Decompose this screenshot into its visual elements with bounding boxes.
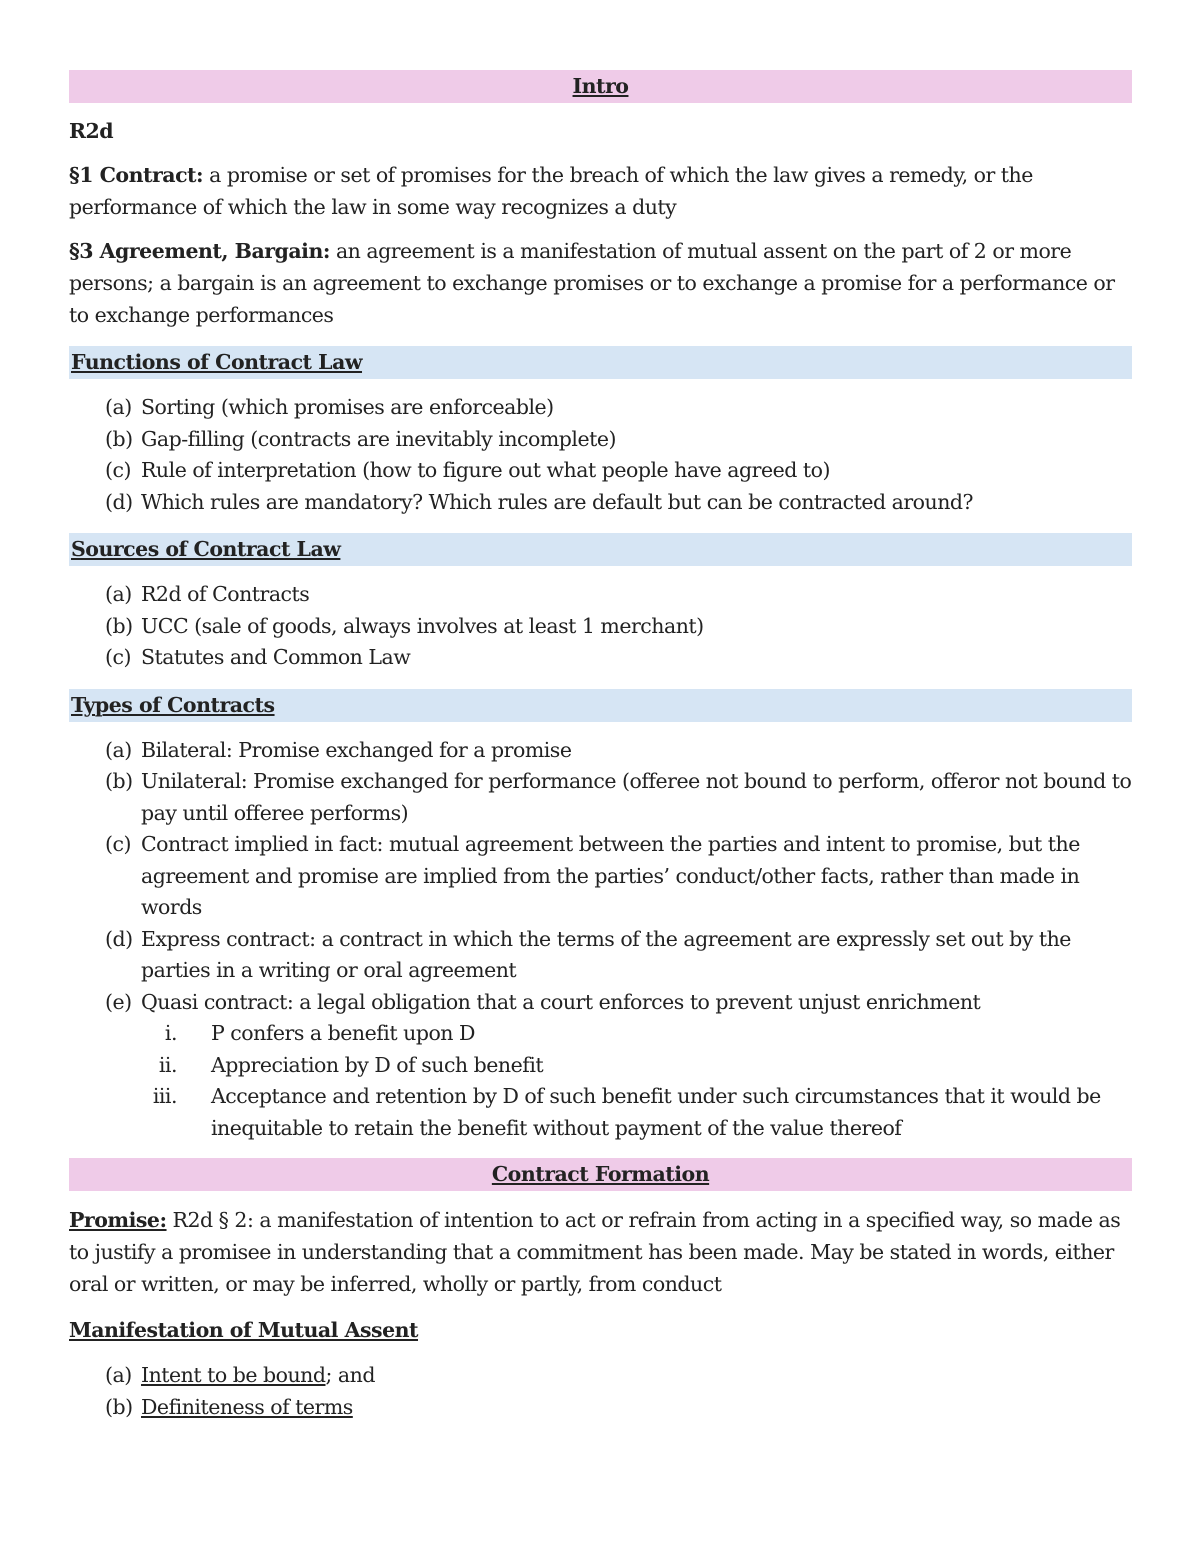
definition-contract xyxy=(69,159,1132,223)
sub-list-item xyxy=(141,1050,1132,1082)
list-marker: (b) xyxy=(105,769,133,793)
list-item xyxy=(69,1360,1132,1392)
list-item-text: Gap-filling (contracts are inevitably incomplete) xyxy=(141,426,616,451)
section-heading-functions: Functions of Contract Law xyxy=(69,346,1132,379)
list-item xyxy=(69,424,1132,456)
section-heading-sources: Sources of Contract Law xyxy=(69,533,1132,566)
list-item xyxy=(69,392,1132,424)
list-marker: (e) xyxy=(105,989,132,1014)
mutual-assent-list xyxy=(69,1360,1132,1423)
list-marker: (a) xyxy=(105,737,132,762)
list-item-text: R2d of Contracts xyxy=(141,582,310,606)
sub-list-item xyxy=(141,1018,1132,1050)
list-marker: (a) xyxy=(105,1363,132,1387)
list-marker: (b) xyxy=(105,1394,133,1419)
sub-list-marker: iii. xyxy=(152,1084,177,1108)
section-heading-intro: Intro xyxy=(69,70,1132,103)
list-marker: (c) xyxy=(105,832,131,856)
list-item-text: Bilateral: Promise exchanged for a promise xyxy=(141,737,572,762)
list-marker: (d) xyxy=(105,489,133,514)
definition-term: §1 Contract: xyxy=(69,163,204,187)
sub-list-item-text: Acceptance and retention by D of such benefit under such circumstances that it would be inequitable to retain the benefit without payment of the value thereof xyxy=(211,1084,1101,1140)
list-item-text: Quasi contract: a legal obligation that a court enforces to prevent unjust enrichment xyxy=(141,989,981,1014)
list-item xyxy=(69,642,1132,674)
list-item-text: Which rules are mandatory? Which rules are default but can be contracted around? xyxy=(141,489,974,514)
promise-definition xyxy=(69,1204,1132,1300)
list-item-text: Express contract: a contract in which the terms of the agreement are expressly set out by the parties in a writing or oral agreement xyxy=(141,926,1071,982)
list-marker: (b) xyxy=(105,426,133,451)
document-page xyxy=(69,70,1132,1423)
list-item-text: Intent to be bound xyxy=(141,1363,326,1387)
list-item xyxy=(69,455,1132,487)
r2d-label: R2d xyxy=(69,119,114,143)
sub-list-item-text: Appreciation by D of such benefit xyxy=(211,1052,544,1077)
functions-list xyxy=(69,392,1132,518)
definition-term: Promise: xyxy=(69,1208,167,1232)
definition-text: an agreement is a manifestation of mutual assent on the part of 2 or more persons; a bargain is an agreement to exchange promises or to exchange a promise for a performance or to exchange performances xyxy=(69,239,1115,327)
list-item-text: Unilateral: Promise exchanged for performance (offeree not bound to perform, offeror not bound to pay until offeree performs) xyxy=(141,769,1132,825)
list-item xyxy=(69,1392,1132,1424)
list-item-text: Definiteness of terms xyxy=(141,1394,353,1419)
list-item-text: Rule of interpretation (how to figure out what people have agreed to) xyxy=(141,458,830,482)
definition-text: a promise or set of promises for the breach of which the law gives a remedy, or the performance of which the law in some way recognizes a duty xyxy=(69,163,1033,219)
list-item-text: UCC (sale of goods, always involves at least 1 merchant) xyxy=(141,613,704,638)
list-item xyxy=(69,987,1132,1145)
list-item-text: Statutes and Common Law xyxy=(141,645,411,669)
list-marker: (a) xyxy=(105,395,132,419)
types-list xyxy=(69,735,1132,1145)
list-item xyxy=(69,735,1132,767)
sources-list xyxy=(69,579,1132,674)
list-item xyxy=(69,924,1132,987)
section-heading-formation: Contract Formation xyxy=(69,1158,1132,1191)
list-item xyxy=(69,487,1132,519)
list-item xyxy=(69,766,1132,829)
list-marker: (d) xyxy=(105,926,133,951)
sub-list-marker: i. xyxy=(164,1021,177,1045)
list-item xyxy=(69,829,1132,924)
section-heading-types: Types of Contracts xyxy=(69,689,1132,722)
sub-list-item xyxy=(141,1081,1132,1144)
list-marker: (a) xyxy=(105,582,132,606)
list-item xyxy=(69,611,1132,643)
definition-agreement xyxy=(69,235,1132,331)
list-item-text: Sorting (which promises are enforceable) xyxy=(141,395,554,419)
sub-list-marker: ii. xyxy=(158,1052,177,1077)
list-item-suffix: ; and xyxy=(325,1363,375,1387)
list-marker: (c) xyxy=(105,645,131,669)
definition-term: §3 Agreement, Bargain: xyxy=(69,239,330,263)
list-marker: (b) xyxy=(105,613,133,638)
list-item-text: Contract implied in fact: mutual agreement between the parties and intent to promise, but the agreement and promise are implied from the parties’ conduct/other facts, rather than made in words xyxy=(141,832,1080,919)
list-item xyxy=(69,579,1132,611)
sub-list-item-text: P confers a benefit upon D xyxy=(211,1021,475,1045)
quasi-contract-elements xyxy=(141,1018,1132,1144)
list-marker: (c) xyxy=(105,458,131,482)
mutual-assent-heading: Manifestation of Mutual Assent xyxy=(69,1318,419,1342)
definition-text: R2d § 2: a manifestation of intention to act or refrain from acting in a specified way, so made as to justify a promisee in understanding that a commitment has been made. May be stated in words, either oral or written, or may be inferred, wholly or partly, from conduct xyxy=(69,1208,1121,1296)
